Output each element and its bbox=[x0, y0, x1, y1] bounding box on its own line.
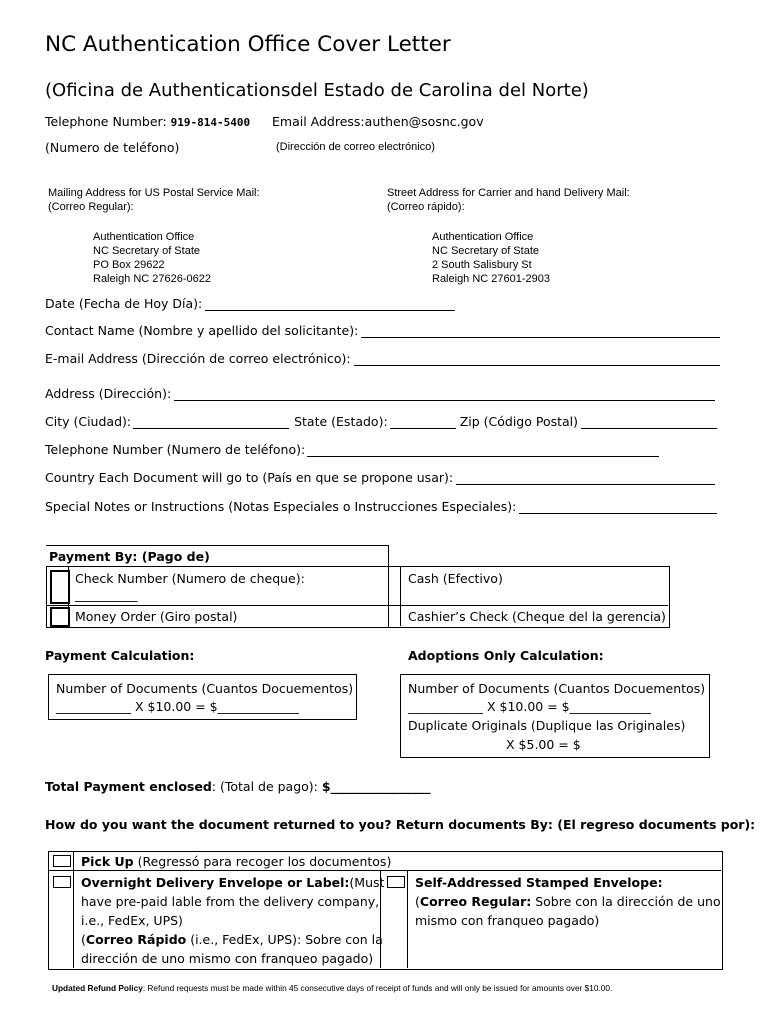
telephone-label-es: (Numero de teléfono) bbox=[45, 140, 180, 155]
contact-line[interactable] bbox=[361, 325, 720, 338]
pickup-label: Pick Up (Regressó para recoger los documentos) bbox=[81, 854, 392, 869]
page-title: NC Authentication Office Cover Letter bbox=[45, 32, 451, 57]
city-state-zip-field[interactable] bbox=[45, 414, 717, 429]
country-field[interactable] bbox=[45, 470, 715, 485]
telephone-line[interactable] bbox=[307, 444, 659, 457]
street-line: Raleigh NC 27601-2903 bbox=[432, 273, 551, 285]
payment-col-divider bbox=[400, 566, 401, 626]
return-row-divider bbox=[48, 870, 721, 871]
sase-checkbox[interactable] bbox=[387, 876, 405, 888]
city-label: City (Ciudad): bbox=[45, 414, 132, 429]
mailing-line: PO Box 29622 bbox=[93, 259, 165, 271]
address-field[interactable] bbox=[45, 386, 715, 401]
telephone-value: 919-814-5400 bbox=[170, 116, 251, 129]
state-line[interactable] bbox=[390, 416, 456, 429]
cash-label: Cash (Efectivo) bbox=[408, 571, 503, 586]
pickup-checkbox[interactable] bbox=[53, 855, 71, 867]
payment-row-divider bbox=[46, 605, 668, 606]
total-label-bold: Total Payment enclosed bbox=[45, 779, 212, 794]
check-checkbox[interactable] bbox=[50, 570, 70, 604]
check-number-label: Check Number (Numero de cheque): bbox=[75, 571, 305, 586]
payment-top-rule bbox=[46, 545, 388, 546]
email-value[interactable]: authen@sosnc.gov bbox=[364, 114, 484, 129]
date-label: Date (Fecha de Hoy Día): bbox=[45, 296, 203, 311]
zip-label: Zip (Código Postal) bbox=[459, 414, 579, 429]
street-line: NC Secretary of State bbox=[432, 245, 539, 257]
return-col-divider bbox=[73, 851, 74, 968]
address-label: Address (Dirección): bbox=[45, 386, 172, 401]
state-label: State (Estado): bbox=[294, 414, 388, 429]
refund-policy: Updated Refund Policy: Refund requests must be made within 45 consecutive days of receipt of funds and will only be issued for amounts over $10.00. bbox=[52, 983, 613, 993]
street-line: 2 South Salisbury St bbox=[432, 259, 532, 271]
money-order-label: Money Order (Giro postal) bbox=[75, 609, 238, 624]
total-payment[interactable] bbox=[45, 779, 431, 794]
telephone-label: Telephone Number: bbox=[45, 114, 167, 129]
money-order-checkbox[interactable] bbox=[50, 607, 70, 627]
email-field-label: E-mail Address (Dirección de correo electrónico): bbox=[45, 351, 351, 366]
date-line[interactable] bbox=[205, 298, 455, 311]
email-label-es: (Dirección de correo electrónico) bbox=[276, 141, 435, 153]
email-line[interactable] bbox=[354, 353, 720, 366]
street-address-block bbox=[387, 186, 630, 286]
contact-label: Contact Name (Nombre y apellido del solicitante): bbox=[45, 323, 359, 338]
city-line[interactable] bbox=[133, 416, 289, 429]
num-docs-label: Number of Documents (Cuantos Docuementos) bbox=[56, 681, 354, 696]
street-heading: Street Address for Carrier and hand Delivery Mail: bbox=[387, 187, 630, 199]
date-field[interactable] bbox=[45, 296, 455, 311]
duplicate-fee[interactable]: X $5.00 = $ bbox=[506, 737, 581, 752]
sase-label: Self-Addressed Stamped Envelope: (Correo Regular: Sobre con la dirección de uno mismo con franqueo pagado) bbox=[415, 875, 721, 928]
address-line[interactable] bbox=[174, 388, 715, 401]
fee-line[interactable]: ____________ X $10.00 = $_____________ bbox=[56, 699, 299, 714]
adoptions-calculation-heading: Adoptions Only Calculation: bbox=[408, 648, 604, 663]
telephone-field[interactable] bbox=[45, 442, 659, 457]
overnight-checkbox[interactable] bbox=[53, 876, 71, 888]
payment-heading: Payment By: (Pago de) bbox=[49, 549, 210, 564]
notes-label: Special Notes or Instructions (Notas Especiales o Instrucciones Especiales): bbox=[45, 499, 517, 514]
street-line: Authentication Office bbox=[432, 231, 534, 243]
mailing-address-block bbox=[48, 186, 260, 286]
mailing-heading: Mailing Address for US Postal Service Mail: bbox=[48, 187, 260, 199]
email-label: Email Address: bbox=[272, 114, 365, 129]
country-line[interactable] bbox=[456, 472, 715, 485]
duplicate-label: Duplicate Originals (Duplique las Originales) bbox=[408, 718, 686, 733]
total-label-rest: : (Total de pago): bbox=[211, 779, 322, 794]
notes-line[interactable] bbox=[519, 501, 717, 514]
return-question: How do you want the document returned to you? Return documents By: (El regreso documents por): bbox=[45, 817, 756, 832]
total-dollar-line[interactable]: $________________ bbox=[321, 779, 431, 794]
zip-line[interactable] bbox=[581, 416, 717, 429]
email-field[interactable] bbox=[45, 351, 720, 366]
contact-name-field[interactable] bbox=[45, 323, 720, 338]
return-col-divider bbox=[407, 870, 408, 968]
adopt-num-docs-label: Number of Documents (Cuantos Docuementos) bbox=[408, 681, 706, 696]
notes-field[interactable] bbox=[45, 499, 717, 514]
page-subtitle: (Oficina de Authenticationsdel Estado de Carolina del Norte) bbox=[45, 80, 589, 101]
cashiers-check-label: Cashier’s Check (Cheque del la gerencia) bbox=[408, 609, 666, 624]
country-label: Country Each Document will go to (País en que se propone usar): bbox=[45, 470, 454, 485]
overnight-label: Overnight Delivery Envelope or Label:(Must have pre-paid lable from the delivery company, i.e., FedEx, UPS) (Correo Rápido (i.e., FedEx, UPS): Sobre con la dirección de uno mismo con franqueo pagado) bbox=[81, 875, 385, 966]
mailing-line: Raleigh NC 27626-0622 bbox=[93, 273, 212, 285]
check-number-blank[interactable]: __________ bbox=[75, 587, 138, 602]
adopt-fee-line[interactable]: ____________ X $10.00 = $_____________ bbox=[408, 699, 651, 714]
email-header bbox=[272, 114, 484, 129]
street-heading-es: (Correo rápido): bbox=[387, 201, 465, 213]
telephone-header bbox=[45, 114, 250, 129]
mailing-line: NC Secretary of State bbox=[93, 245, 200, 257]
mailing-heading-es: (Correo Regular): bbox=[48, 201, 134, 213]
payment-calculation-heading: Payment Calculation: bbox=[45, 648, 195, 663]
mailing-line: Authentication Office bbox=[93, 231, 195, 243]
telephone-field-label: Telephone Number (Numero de teléfono): bbox=[45, 442, 306, 457]
